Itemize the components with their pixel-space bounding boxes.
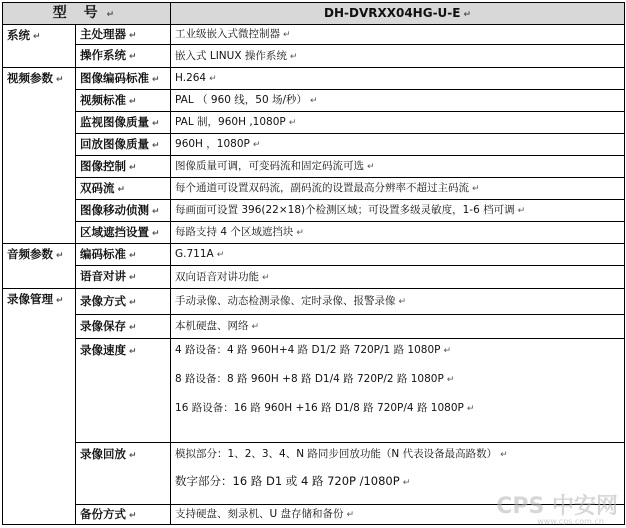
label-dual-stream: 双码流 ↵ <box>76 178 171 200</box>
label-record-speed: 录像速度 ↵ <box>76 339 171 443</box>
watermark-logo: CPS 中安网 <box>496 494 618 519</box>
value-record-mode: 手动录像、动态检测录像、定时录像、报警录像 ↵ <box>171 289 625 315</box>
label-record-playback: 录像回放 ↵ <box>76 443 171 505</box>
value-motion-detect: 每画面可设置 396(22×18)个检测区域；可设置多级灵敏度，1-6 档可调 ↵ <box>171 200 625 222</box>
playback-digital: 数字部分：16 路 D1 或 4 路 720P /1080P ↵ <box>175 474 411 488</box>
record-speed-8ch: 8 路设备：8 路 960H +8 路 D1/4 路 720P/2 路 1080P ↵ <box>175 373 455 385</box>
value-voice-talk: 双向语音对讲功能 ↵ <box>171 266 625 289</box>
label-backup: 备份方式 ↵ <box>76 505 171 525</box>
model-name: DH-DVRXX04HG-U-E <box>324 5 461 20</box>
table-row <box>3 200 625 222</box>
value-record-speed <box>171 339 625 443</box>
header-label-cell: 型 号 ↵ <box>3 3 171 25</box>
category-video: 视频参数 ↵ <box>3 68 76 244</box>
record-speed-4ch: 4 路设备：4 路 960H+4 路 D1/2 路 720P/1 路 1080P ↵ <box>175 344 452 356</box>
value-image-control: 图像质量可调，可变码流和固定码流可选 ↵ <box>171 156 625 178</box>
label-playback-quality: 回放图像质量 ↵ <box>76 134 171 156</box>
header-model-cell: DH-DVRXX04HG-U-E ↵ <box>171 3 625 25</box>
category-record: 录像管理 ↵ <box>3 289 76 525</box>
value-record-storage: 本机硬盘、网络 ↵ <box>171 315 625 339</box>
header-row <box>3 3 625 25</box>
table-row <box>3 68 625 90</box>
table-row <box>3 25 625 45</box>
table-row <box>3 134 625 156</box>
spec-table <box>2 2 625 525</box>
label-image-control: 图像控制 ↵ <box>76 156 171 178</box>
value-encoding: H.264 ↵ <box>171 68 625 90</box>
label-voice-talk: 语音对讲 ↵ <box>76 266 171 289</box>
header-label: 型 号 <box>52 4 104 21</box>
label-audio-encoding: 编码标准 ↵ <box>76 244 171 266</box>
table-row <box>3 266 625 289</box>
table-row <box>3 244 625 266</box>
label-video-standard: 视频标准 ↵ <box>76 90 171 112</box>
table-row <box>3 222 625 244</box>
value-cpu: 工业级嵌入式微控制器 ↵ <box>171 25 625 45</box>
value-audio-encoding: G.711A ↵ <box>171 244 625 266</box>
record-speed-16ch: 16 路设备：16 路 960H +16 路 D1/8 路 720P/4 路 1080P ↵ <box>175 402 475 414</box>
table-row <box>3 339 625 443</box>
category-audio: 音频参数 ↵ <box>3 244 76 289</box>
value-playback-quality: 960H ，1080P ↵ <box>171 134 625 156</box>
label-cpu: 主处理器 ↵ <box>76 25 171 45</box>
value-backup: 支持硬盘、刻录机、U 盘存储和备份 ↵ <box>171 505 625 525</box>
watermark-url: www.cps.com.cn <box>537 517 604 526</box>
table-row <box>3 156 625 178</box>
label-encoding: 图像编码标准 ↵ <box>76 68 171 90</box>
table-row <box>3 289 625 315</box>
label-record-mode: 录像方式 ↵ <box>76 289 171 315</box>
table-row <box>3 90 625 112</box>
value-os: 嵌入式 LINUX 操作系统 ↵ <box>171 45 625 68</box>
table-row <box>3 178 625 200</box>
table-row <box>3 45 625 68</box>
table-row <box>3 315 625 339</box>
playback-analog: 模拟部分：1、2、3、4、N 路同步回放功能（N 代表设备最高路数） ↵ <box>175 448 508 460</box>
table-row <box>3 112 625 134</box>
label-monitor-quality: 监视图像质量 ↵ <box>76 112 171 134</box>
value-video-standard: PAL （ 960 线，50 场/秒） ↵ <box>171 90 625 112</box>
label-os: 操作系统 ↵ <box>76 45 171 68</box>
value-privacy-mask: 每路支持 4 个区域遮挡块 ↵ <box>171 222 625 244</box>
label-record-storage: 录像保存 ↵ <box>76 315 171 339</box>
value-monitor-quality: PAL 制，960H ,1080P ↵ <box>171 112 625 134</box>
label-privacy-mask: 区域遮挡设置 ↵ <box>76 222 171 244</box>
value-dual-stream: 每个通道可设置双码流，副码流的设置最高分辨率不超过主码流 ↵ <box>171 178 625 200</box>
label-motion-detect: 图像移动侦测 ↵ <box>76 200 171 222</box>
category-system: 系统 ↵ <box>3 25 76 68</box>
